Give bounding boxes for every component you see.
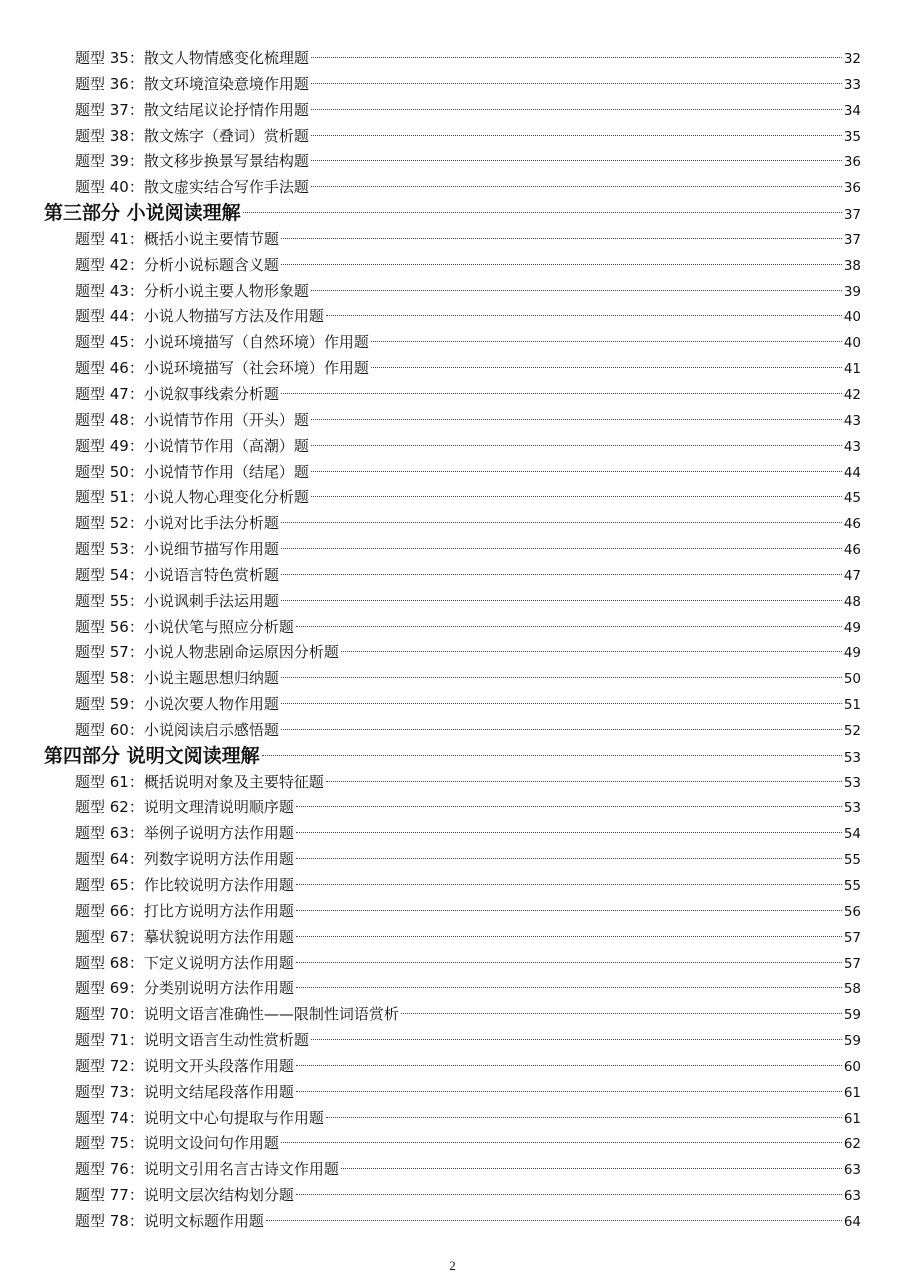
dot-leader — [296, 806, 842, 807]
toc-entry-title: 题型 52：小说对比手法分析题 — [75, 514, 279, 533]
toc-page-number: 51 — [843, 697, 861, 714]
toc-entry[interactable] — [0, 899, 905, 925]
toc-part-title: 第三部分 小说阅读理解 — [44, 202, 241, 225]
dot-leader — [281, 522, 842, 523]
toc-entry-title: 题型 51：小说人物心理变化分析题 — [75, 488, 309, 507]
dot-leader — [281, 393, 842, 394]
toc-page-number: 53 — [843, 749, 861, 766]
dot-leader — [371, 367, 842, 368]
dot-leader — [311, 290, 842, 291]
toc-entry-title: 题型 74：说明文中心句提取与作用题 — [75, 1108, 324, 1127]
toc-page-number: 59 — [843, 1007, 861, 1024]
toc-entry[interactable] — [0, 330, 905, 356]
toc-entry-title: 题型 62：说明文理清说明顺序题 — [75, 798, 294, 817]
dot-leader — [311, 471, 842, 472]
dot-leader — [311, 419, 842, 420]
toc-page-number: 43 — [843, 412, 861, 429]
toc-page-number: 53 — [843, 800, 861, 817]
toc-entry-title: 题型 66：打比方说明方法作用题 — [75, 901, 294, 920]
toc-entry-title: 题型 48：小说情节作用（开头）题 — [75, 410, 309, 429]
dot-leader — [311, 109, 842, 110]
dot-leader — [266, 1220, 842, 1221]
dot-leader — [296, 910, 842, 911]
toc-page-number: 61 — [843, 1110, 861, 1127]
toc-page-number: 63 — [843, 1162, 861, 1179]
toc-page-number: 60 — [843, 1058, 861, 1075]
dot-leader — [281, 600, 842, 601]
toc-entry-title: 题型 70：说明文语言准确性——限制性词语赏析 — [75, 1005, 399, 1024]
toc-page-number: 36 — [843, 180, 861, 197]
toc-entry-title: 题型 53：小说细节描写作用题 — [75, 540, 279, 559]
dot-leader — [296, 858, 842, 859]
dot-leader — [243, 212, 842, 213]
toc-entry-title: 题型 47：小说叙事线索分析题 — [75, 384, 279, 403]
toc-entry[interactable] — [0, 1183, 905, 1209]
toc-entry[interactable] — [0, 382, 905, 408]
dot-leader — [281, 729, 842, 730]
toc-entry[interactable] — [0, 1002, 905, 1028]
toc-entry[interactable] — [0, 718, 905, 744]
toc-entry-title: 题型 40：散文虚实结合写作手法题 — [75, 178, 309, 197]
toc-entry[interactable] — [0, 356, 905, 382]
toc-entry[interactable] — [0, 72, 905, 98]
toc-page-number: 55 — [843, 852, 861, 869]
toc-page-number: 40 — [843, 335, 861, 352]
toc-page-number: 50 — [843, 671, 861, 688]
toc-entry-title: 题型 75：说明文设问句作用题 — [75, 1134, 279, 1153]
toc-entry[interactable] — [0, 925, 905, 951]
toc-page-number: 41 — [843, 361, 861, 378]
dot-leader — [296, 1091, 842, 1092]
toc-page-number: 49 — [843, 619, 861, 636]
dot-leader — [371, 341, 842, 342]
dot-leader — [281, 264, 842, 265]
toc-entry[interactable] — [0, 408, 905, 434]
toc-entry-title: 题型 38：散文炼字（叠词）赏析题 — [75, 126, 309, 145]
dot-leader — [311, 83, 842, 84]
toc-entry[interactable] — [0, 1131, 905, 1157]
dot-leader — [296, 962, 842, 963]
toc-entry[interactable] — [0, 589, 905, 615]
toc-entry[interactable] — [0, 149, 905, 175]
dot-leader — [326, 781, 842, 782]
toc-page-number: 47 — [843, 567, 861, 584]
toc-part-heading[interactable] — [0, 201, 905, 227]
toc-page-number: 37 — [843, 231, 861, 248]
toc-entry-title: 题型 67：摹状貌说明方法作用题 — [75, 927, 294, 946]
toc-entry-title: 题型 59：小说次要人物作用题 — [75, 695, 279, 714]
toc-entry[interactable] — [0, 770, 905, 796]
toc-page-number: 38 — [843, 257, 861, 274]
toc-entry-title: 题型 64：列数字说明方法作用题 — [75, 850, 294, 869]
toc-entry[interactable] — [0, 666, 905, 692]
dot-leader — [281, 548, 842, 549]
toc-entry-title: 题型 44：小说人物描写方法及作用题 — [75, 307, 324, 326]
toc-entry[interactable] — [0, 460, 905, 486]
toc-page-number: 35 — [843, 128, 861, 145]
toc-entry-title: 题型 78：说明文标题作用题 — [75, 1211, 264, 1230]
toc-entry-title: 题型 57：小说人物悲剧命运原因分析题 — [75, 643, 339, 662]
toc-page-number: 32 — [843, 51, 861, 67]
toc-entry-title: 题型 63：举例子说明方法作用题 — [75, 824, 294, 843]
toc-page-number: 42 — [843, 386, 861, 403]
toc-entry[interactable] — [0, 795, 905, 821]
dot-leader — [311, 160, 842, 161]
toc-part-title: 第四部分 说明文阅读理解 — [44, 744, 260, 767]
toc-entry-title: 题型 68：下定义说明方法作用题 — [75, 953, 294, 972]
dot-leader — [311, 1039, 842, 1040]
toc-page-number: 40 — [843, 309, 861, 326]
dot-leader — [296, 832, 842, 833]
dot-leader — [281, 574, 842, 575]
toc-entry-title: 题型 42：分析小说标题含义题 — [75, 255, 279, 274]
toc-entry[interactable] — [0, 615, 905, 641]
toc-page-number: 59 — [843, 1033, 861, 1050]
toc-entry-title: 题型 39：散文移步换景写景结构题 — [75, 152, 309, 171]
dot-leader — [326, 1117, 842, 1118]
dot-leader — [341, 651, 842, 652]
toc-page-number: 55 — [843, 878, 861, 894]
toc-entry-title: 题型 37：散文结尾议论抒情作用题 — [75, 100, 309, 119]
toc-page-number: 48 — [843, 593, 861, 610]
toc-page-number: 44 — [843, 464, 861, 481]
dot-leader — [311, 496, 842, 497]
toc-entry[interactable] — [0, 46, 905, 72]
toc-entry-title: 题型 54：小说语言特色赏析题 — [75, 565, 279, 584]
toc-entry-title: 题型 49：小说情节作用（高潮）题 — [75, 436, 309, 455]
toc-entry-title: 题型 46：小说环境描写（社会环境）作用题 — [75, 359, 369, 378]
dot-leader — [281, 677, 842, 678]
dot-leader — [296, 936, 842, 937]
toc-entry-title: 题型 77：说明文层次结构划分题 — [75, 1186, 294, 1205]
toc-entry-title: 题型 65：作比较说明方法作用题 — [75, 876, 294, 894]
toc-page-number: 53 — [843, 774, 861, 791]
toc-part-heading[interactable] — [0, 744, 905, 770]
dot-leader — [281, 238, 842, 239]
dot-leader — [296, 1194, 842, 1195]
toc-page-number: 46 — [843, 542, 861, 559]
toc-entry[interactable] — [0, 485, 905, 511]
table-of-contents — [0, 46, 905, 1235]
dot-leader — [311, 57, 842, 58]
toc-entry[interactable] — [0, 511, 905, 537]
toc-entry[interactable] — [0, 1080, 905, 1106]
dot-leader — [296, 987, 842, 988]
toc-entry[interactable] — [0, 434, 905, 460]
toc-page-number: 58 — [843, 981, 861, 998]
dot-leader — [262, 755, 842, 756]
toc-entry[interactable] — [0, 563, 905, 589]
toc-page-number: 52 — [843, 722, 861, 739]
toc-page-number: 34 — [843, 102, 861, 119]
toc-page-number: 64 — [843, 1213, 861, 1230]
dot-leader — [296, 626, 842, 627]
toc-entry-title: 题型 50：小说情节作用（结尾）题 — [75, 462, 309, 481]
toc-entry[interactable] — [0, 253, 905, 279]
toc-entry[interactable] — [0, 640, 905, 666]
toc-page-number: 39 — [843, 283, 861, 300]
toc-page-number: 57 — [843, 929, 861, 946]
toc-entry-title: 题型 60：小说阅读启示感悟题 — [75, 720, 279, 739]
dot-leader — [326, 315, 842, 316]
toc-page-number: 54 — [843, 826, 861, 843]
toc-entry-title: 题型 41：概括小说主要情节题 — [75, 229, 279, 248]
toc-page-number: 33 — [843, 76, 861, 93]
toc-entry[interactable] — [0, 1157, 905, 1183]
toc-entry[interactable] — [0, 692, 905, 718]
toc-entry-title: 题型 36：散文环境渲染意境作用题 — [75, 74, 309, 93]
toc-entry-title: 题型 55：小说讽刺手法运用题 — [75, 591, 279, 610]
dot-leader — [341, 1168, 842, 1169]
dot-leader — [311, 186, 842, 187]
toc-entry[interactable] — [0, 847, 905, 873]
toc-page-number: 45 — [843, 490, 861, 507]
dot-leader — [401, 1013, 842, 1014]
toc-entry[interactable] — [0, 304, 905, 330]
toc-page-number: 61 — [843, 1084, 861, 1101]
dot-leader — [296, 884, 842, 885]
toc-entry[interactable] — [0, 1028, 905, 1054]
toc-entry-title: 题型 61：概括说明对象及主要特征题 — [75, 772, 324, 791]
toc-entry-title: 题型 72：说明文开头段落作用题 — [75, 1056, 294, 1075]
toc-page-number: 49 — [843, 645, 861, 662]
toc-entry[interactable] — [0, 873, 905, 899]
toc-page-number: 43 — [843, 438, 861, 455]
toc-page-number: 46 — [843, 516, 861, 533]
page-number-footer: 2 — [449, 1258, 456, 1273]
toc-page-number: 36 — [843, 154, 861, 171]
toc-page-number: 56 — [843, 903, 861, 920]
dot-leader — [311, 445, 842, 446]
toc-entry[interactable] — [0, 976, 905, 1002]
toc-entry[interactable] — [0, 1054, 905, 1080]
toc-entry[interactable] — [0, 1106, 905, 1132]
toc-entry-title: 题型 58：小说主题思想归纳题 — [75, 669, 279, 688]
toc-page-number: 57 — [843, 955, 861, 972]
toc-entry[interactable] — [0, 124, 905, 150]
toc-entry-title: 题型 45：小说环境描写（自然环境）作用题 — [75, 333, 369, 352]
dot-leader — [281, 1142, 842, 1143]
toc-page-number: 62 — [843, 1136, 861, 1153]
toc-entry[interactable] — [0, 951, 905, 977]
toc-entry[interactable] — [0, 821, 905, 847]
dot-leader — [281, 703, 842, 704]
toc-entry-title: 题型 35：散文人物情感变化梳理题 — [75, 49, 309, 67]
toc-entry[interactable] — [0, 1209, 905, 1235]
toc-entry-title: 题型 56：小说伏笔与照应分析题 — [75, 617, 294, 636]
toc-entry[interactable] — [0, 537, 905, 563]
toc-entry-title: 题型 69：分类别说明方法作用题 — [75, 979, 294, 998]
toc-entry-title: 题型 71：说明文语言生动性赏析题 — [75, 1031, 309, 1050]
toc-entry-title: 题型 43：分析小说主要人物形象题 — [75, 281, 309, 300]
toc-entry-title: 题型 73：说明文结尾段落作用题 — [75, 1082, 294, 1101]
toc-entry[interactable] — [0, 175, 905, 201]
toc-page-number: 37 — [843, 207, 861, 224]
dot-leader — [296, 1065, 842, 1066]
toc-entry-title: 题型 76：说明文引用名言古诗文作用题 — [75, 1160, 339, 1179]
dot-leader — [311, 135, 842, 136]
toc-page-number: 63 — [843, 1188, 861, 1205]
toc-entry[interactable] — [0, 279, 905, 305]
toc-entry[interactable] — [0, 98, 905, 124]
toc-entry[interactable] — [0, 227, 905, 253]
